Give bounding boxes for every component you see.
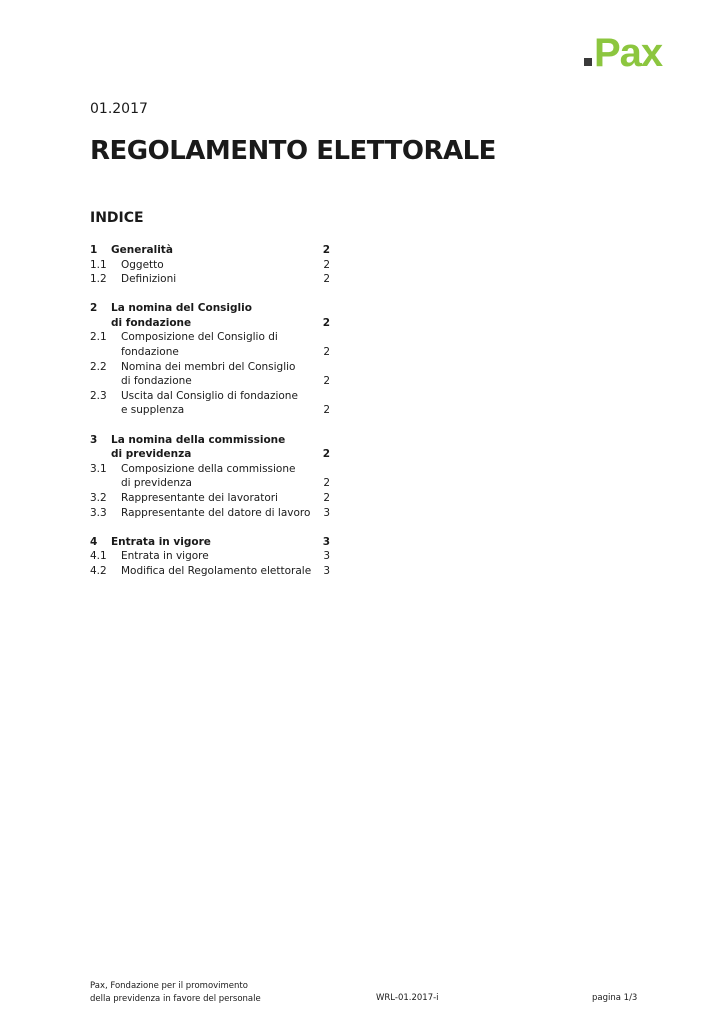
toc-section-heading: [90, 433, 330, 462]
toc-section: [90, 433, 330, 521]
toc-label: Modifica del Regolamento elettorale: [121, 564, 312, 577]
toc-number: 4.1: [90, 550, 107, 563]
toc-label: Composizione del Consiglio di fondazione: [121, 331, 278, 359]
pax-logo-graphic: [584, 28, 694, 70]
footer-org-line-1: Pax, Fondazione per il promovimento: [90, 981, 248, 991]
toc-label: Rappresentante dei lavoratori: [121, 491, 278, 504]
toc-section: [90, 243, 330, 287]
toc-page: 3: [323, 506, 330, 519]
toc-label: La nomina del Consiglio di fondazione: [111, 302, 252, 329]
toc-page: 2: [323, 477, 330, 490]
footer-org-line-2: della previdenza in favore del personale: [90, 993, 261, 1004]
toc-section: [90, 535, 330, 579]
footer-document-code: WRL-01.2017-i: [376, 993, 439, 1003]
footer-organization: [90, 980, 261, 1005]
document-date: 01.2017: [90, 101, 148, 117]
toc-page: 2: [323, 491, 330, 504]
toc-page: 3: [323, 564, 330, 577]
toc-label: Rappresentante del datore di lavoro: [121, 506, 311, 519]
toc-number: 3.1: [90, 462, 107, 475]
toc-label: Composizione della commissione di previdenza: [121, 462, 296, 490]
toc-entry: [90, 491, 330, 506]
toc-number: 4.2: [90, 564, 107, 577]
toc-page: 2: [323, 273, 330, 286]
toc-number: 1.2: [90, 273, 107, 286]
toc-number: 1.1: [90, 258, 107, 271]
toc-number: 1: [90, 244, 98, 256]
toc-entry: [90, 258, 330, 273]
toc-section-heading: [90, 301, 330, 330]
toc-page: 2: [323, 375, 330, 388]
pax-logo: [584, 28, 694, 70]
toc-page: 3: [322, 535, 330, 548]
toc-number: 3.3: [90, 506, 107, 519]
toc-number: 3: [90, 433, 98, 446]
table-of-contents: [90, 243, 330, 593]
toc-entry: [90, 272, 330, 287]
toc-entry: [90, 506, 330, 521]
toc-page: 2: [323, 258, 330, 271]
document-title: REGOLAMENTO ELETTORALE: [90, 136, 496, 166]
toc-label: La nomina della commissione di previdenza: [111, 433, 286, 461]
toc-number: 3.2: [90, 491, 107, 504]
toc-section: [90, 301, 330, 418]
toc-entry: [90, 330, 330, 359]
footer-page-number: pagina 1/3: [592, 993, 638, 1003]
toc-page: 2: [323, 404, 330, 417]
toc-page: 2: [322, 316, 330, 329]
toc-label: Nomina dei membri del Consiglio di fondazione: [121, 360, 296, 388]
toc-number: 2.1: [90, 331, 107, 344]
toc-section-heading: [90, 535, 330, 550]
toc-entry: [90, 462, 330, 491]
toc-page: 2: [322, 448, 330, 461]
toc-entry: [90, 549, 330, 564]
toc-page: 2: [323, 346, 330, 359]
toc-number: 2.2: [90, 360, 107, 373]
toc-label: Entrata in vigore: [121, 550, 209, 563]
toc-label: Definizioni: [121, 273, 177, 286]
toc-label: Generalità: [111, 244, 173, 256]
toc-number: 2: [90, 302, 98, 315]
toc-label: Uscita dal Consiglio di fondazione e supplenza: [121, 389, 298, 417]
toc-page: 3: [323, 550, 330, 563]
toc-label: Oggetto: [121, 258, 164, 271]
toc-page: 2: [322, 244, 330, 256]
toc-heading: INDICE: [90, 210, 144, 226]
toc-section-heading: [90, 243, 330, 258]
toc-label: Entrata in vigore: [111, 535, 211, 548]
toc-number: 4: [90, 535, 98, 548]
toc-entry: [90, 564, 330, 579]
toc-number: 2.3: [90, 389, 107, 402]
logo-text: Pax: [594, 31, 663, 70]
toc-entry: [90, 360, 330, 389]
logo-dot: [584, 58, 592, 66]
toc-entry: [90, 389, 330, 418]
